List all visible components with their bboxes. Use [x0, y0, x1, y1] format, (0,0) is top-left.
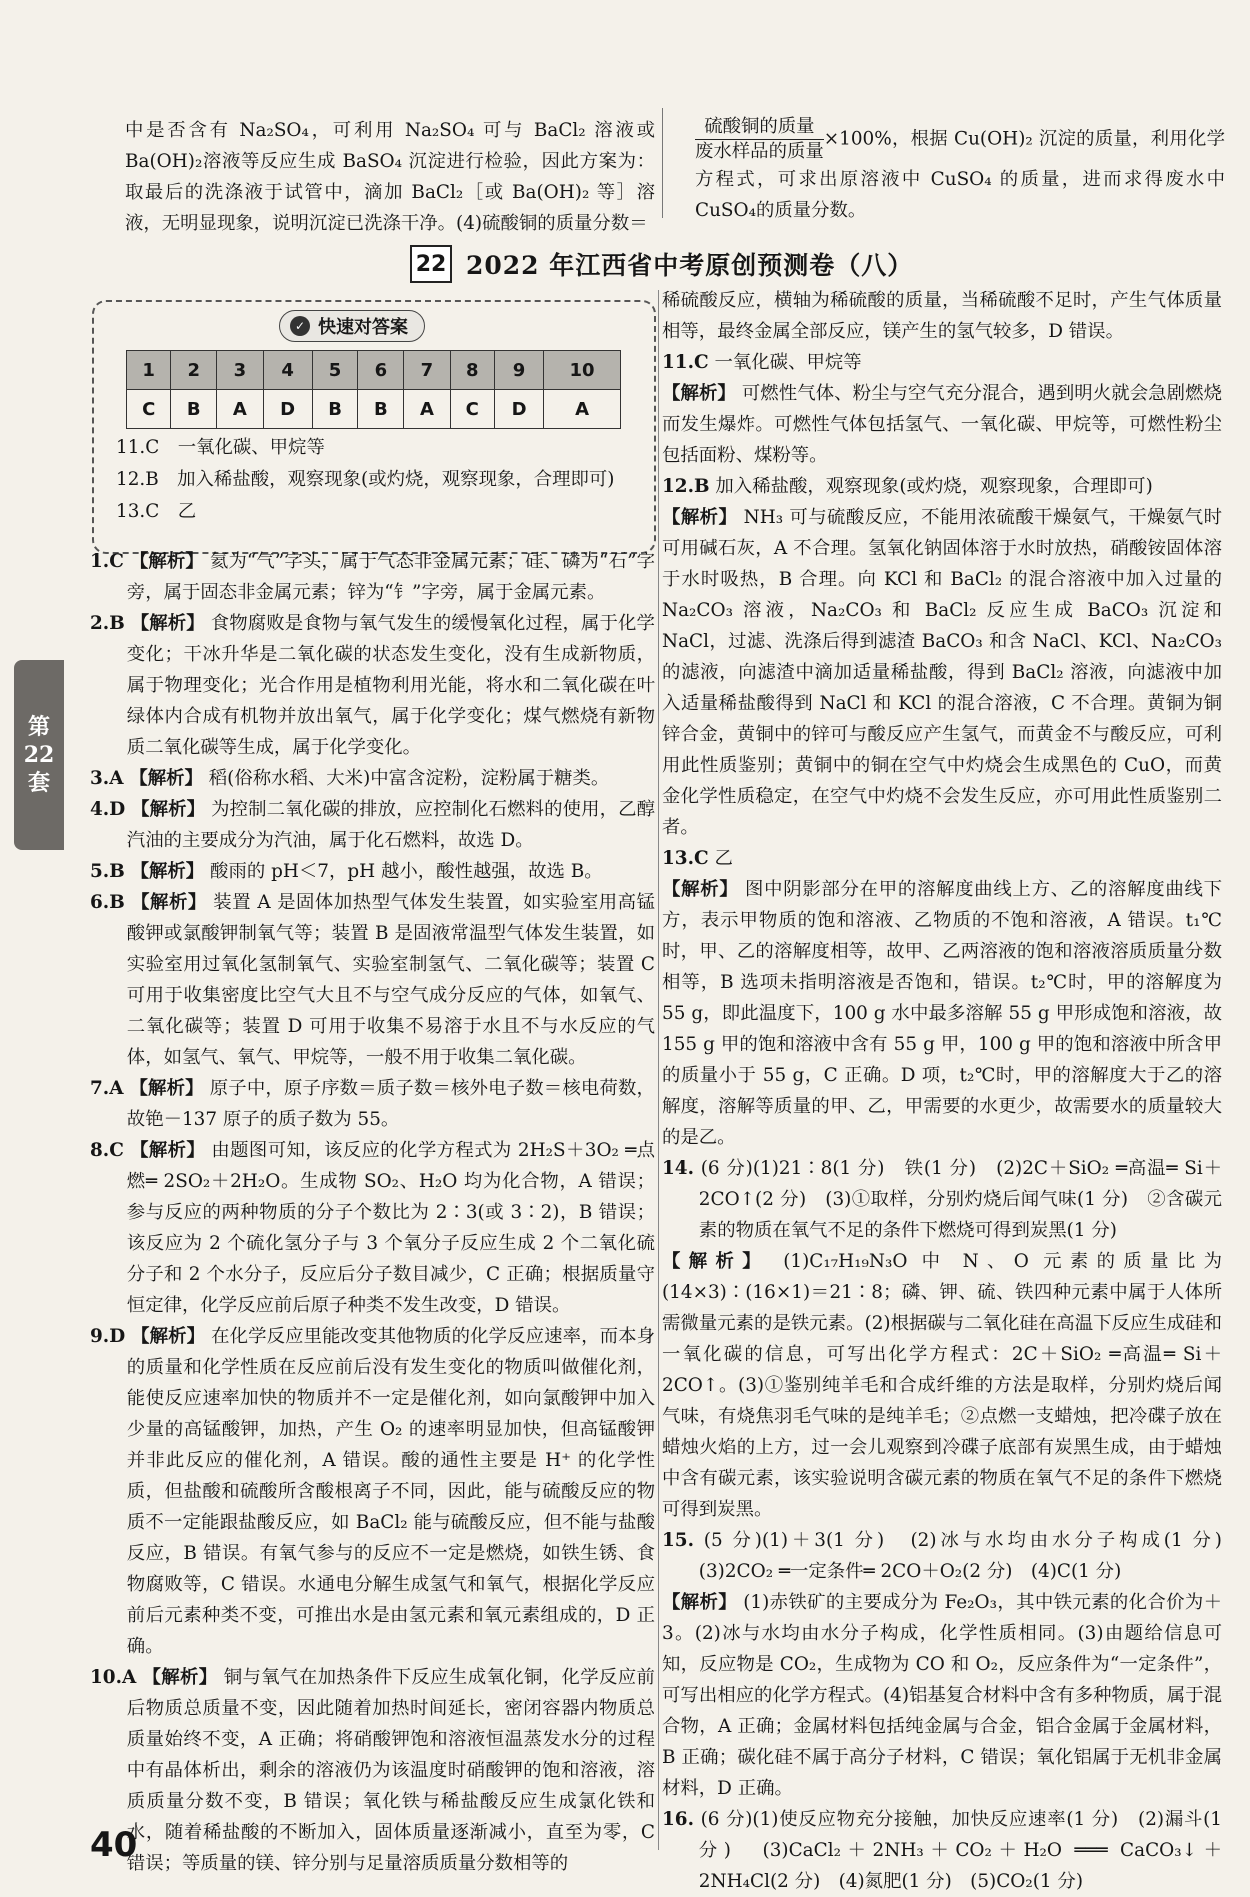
column-divider-main	[658, 290, 659, 1850]
item-number: 14.	[662, 1158, 694, 1179]
answer-table-answer-row	[127, 390, 621, 429]
fraction-numerator: 硫酸铜的质量	[695, 115, 824, 140]
section-title	[410, 243, 913, 285]
page-number: 40	[90, 1825, 138, 1865]
left-answer-column	[90, 546, 655, 1879]
check-icon: ✓	[290, 316, 310, 336]
quick-answer-extra-item: 11.C 一氧化碳、甲烷等	[116, 437, 325, 458]
answer-cell: A	[404, 390, 450, 429]
top-right-text: ×100%，根据 Cu(OH)₂ 沉淀的质量，利用化学方程式，可求出原溶液中 CuSO₄ 的质量，进而求得废水中 CuSO₄的质量分数。	[695, 128, 1225, 221]
answer-item	[662, 285, 1222, 347]
question-number-cell: 2	[171, 351, 217, 390]
question-number-cell: 5	[312, 351, 358, 390]
answer-item	[90, 608, 655, 763]
item-text: 加入稀盐酸，观察现象(或灼烧，观察现象，合理即可)	[715, 476, 1153, 497]
item-text: (5 分)(1)＋3(1 分) (2)冰与水均由水分子构成(1 分) (3)2CO₂ ═一定条件═ 2CO＋O₂(2 分) (4)C(1 分)	[698, 1530, 1241, 1582]
answer-item	[90, 763, 655, 794]
item-text: 图中阴影部分在甲的溶解度曲线上方、乙的溶解度曲线下方，表示甲物质的饱和溶液、乙物质的不饱和溶液，A 错误。t₁℃时，甲、乙的溶解度相等，故甲、乙两溶液的饱和溶液溶质质量分数相等，B 选项未指明溶液是否饱和，错误。t₂℃时，甲的溶解度为 55 g，即此温度下，100 g 水中最多溶解 55 g 甲形成饱和溶液，故 155 g 甲的饱和溶液中含有 55 g 甲，100 g 甲的饱和溶液中所含甲的质量小于 55 g，C 正确。D 项，t₂℃时，甲的溶解度大于乙的溶解度，溶解等质量的甲、乙，甲需要的水更少，故需要水的质量较大的是乙。	[662, 879, 1222, 1148]
answer-item	[90, 546, 655, 608]
answer-cell: D	[263, 390, 312, 429]
item-number: 4.D	[90, 799, 126, 820]
item-text: 在化学反应里能改变其他物质的化学反应速率，而本身的质量和化学性质在反应前后没有发生变化的物质叫做催化剂，能使反应速率加快的物质并不一定是催化剂，如向氯酸钾中加入少量的高锰酸钾，加热，产生 O₂ 的速率明显加快，但高锰酸钾并非此反应的催化剂，A 错误。酸的通性主要是 H⁺ 的化学性质，但盐酸和硫酸所含酸根离子不同，因此，能与硫酸反应的物质不一定能跟盐酸反应，如 BaCl₂ 能与硫酸反应，但不能与盐酸反应，B 错误。有氧气参与的反应不一定是燃烧，如铁生锈、食物腐败等，C 错误。水通电分解生成氢气和氧气，根据化学反应前后元素种类不变，可推出水是由氢元素和氧元素组成的，D 正确。	[126, 1326, 655, 1657]
answer-item	[662, 471, 1222, 502]
top-left-paragraph	[125, 115, 655, 239]
item-number: 6.B	[90, 892, 125, 913]
quick-answer-label: ✓ 快速对答案	[279, 310, 425, 342]
analysis-tag: 【解析】	[129, 1078, 204, 1099]
analysis-tag: 【解析】	[662, 383, 736, 404]
analysis-tag: 【解析】	[129, 768, 203, 789]
answer-cell: A	[217, 390, 263, 429]
answer-item	[662, 843, 1222, 874]
answer-item	[662, 1804, 1222, 1897]
answer-item	[90, 856, 655, 887]
answer-item	[662, 874, 1222, 1153]
analysis-tag: 【解析】	[130, 613, 205, 634]
item-text: 铜与氧气在加热条件下反应生成氧化铜，化学反应前后物质总质量不变，因此随着加热时间延长，密闭容器内物质总质量始终不变，A 正确；将硝酸钾饱和溶液恒温蒸发水分的过程中有晶体析出，剩余的溶液仍为该温度时硝酸钾的饱和溶液，溶质质量分数不变，B 错误；氧化铁与稀盐酸反应生成氯化铁和水，随着稀盐酸的不断加入，固体质量逐渐减小，直至为零，C 错误；等质量的镁、锌分别与足量溶质质量分数相等的	[126, 1667, 655, 1874]
item-text: 由题图可知，该反应的化学方程式为 2H₂S＋3O₂ ═点燃═ 2SO₂＋2H₂O。生成物 SO₂、H₂O 均为化合物，A 错误；参与反应的两种物质的分子个数比为 2∶3(或 3∶2)，B 错误；该反应为 2 个硫化氢分子与 3 个氧分子反应生成 2 个二氧化硫分子和 2 个水分子，反应后分子数目减少，C 正确；根据质量守恒定律，化学反应前后原子种类不发生改变，D 错误。	[126, 1140, 655, 1316]
answer-item	[90, 887, 655, 1073]
answer-cell: B	[171, 390, 217, 429]
analysis-tag: 【解析】	[130, 861, 205, 882]
item-text: 为控制二氧化碳的排放，应控制化石燃料的使用，乙醇汽油的主要成分为汽油，属于化石燃料，故选 D。	[126, 799, 655, 851]
item-number: 5.B	[90, 861, 125, 882]
question-number-cell: 3	[217, 351, 263, 390]
quick-answer-extra-item: 12.B 加入稀盐酸，观察现象(或灼烧，观察现象，合理即可)	[116, 469, 615, 490]
answer-table	[126, 350, 621, 429]
question-number-cell: 1	[127, 351, 171, 390]
item-number: 16.	[662, 1809, 694, 1830]
top-right-paragraph	[695, 115, 1225, 226]
quick-answer-box	[92, 300, 656, 554]
item-number: 3.A	[90, 768, 124, 789]
answer-cell: D	[494, 390, 543, 429]
answer-item	[90, 794, 655, 856]
quick-answer-extra-item: 13.C 乙	[116, 501, 197, 522]
paper-title: 2022 年江西省中考原创预测卷（八）	[466, 251, 914, 280]
answer-item	[662, 1246, 1222, 1525]
analysis-tag: 【解析】	[130, 1140, 206, 1161]
item-number: 1.C	[90, 551, 124, 572]
item-number: 8.C	[90, 1140, 124, 1161]
paper-number-badge: 22	[410, 245, 452, 283]
item-text: 氦为“气”字头，属于气态非金属元素；硅、磷为“石”字旁，属于固态非金属元素；锌为“钅”字旁，属于金属元素。	[126, 551, 655, 603]
right-answer-column	[662, 285, 1241, 1897]
question-number-cell: 6	[358, 351, 404, 390]
analysis-tag: 【解析】	[131, 799, 206, 820]
answer-cell: C	[127, 390, 171, 429]
answer-item	[90, 1321, 655, 1662]
analysis-tag: 【解析】	[129, 551, 204, 572]
column-divider-top	[662, 108, 663, 218]
item-number: 13.C	[662, 848, 709, 869]
analysis-tag: 【解析】	[131, 892, 207, 913]
answer-item	[662, 1587, 1222, 1804]
item-text: 一氧化碳、甲烷等	[714, 352, 862, 373]
question-number-cell: 10	[544, 351, 621, 390]
answer-item	[662, 378, 1222, 471]
analysis-tag: 【解析】	[662, 1592, 737, 1613]
answer-item	[662, 1153, 1222, 1246]
answer-item	[90, 1662, 655, 1879]
item-text: 稀硫酸反应，横轴为稀硫酸的质量，当稀硫酸不足时，产生气体质量相等，最终金属全部反应，镁产生的氢气较多，D 错误。	[662, 290, 1222, 342]
analysis-tag: 【解析】	[131, 1326, 206, 1347]
item-number: 7.A	[90, 1078, 124, 1099]
analysis-tag: 【解析】	[662, 507, 738, 528]
question-number-cell: 8	[450, 351, 494, 390]
answer-cell: A	[544, 390, 621, 429]
quick-answer-extra-list	[116, 432, 615, 528]
item-number: 9.D	[90, 1326, 126, 1347]
item-text: 可燃性气体、粉尘与空气充分混合，遇到明火就会急剧燃烧而发生爆炸。可燃性气体包括氢气、一氧化碳、甲烷等，可燃性粉尘包括面粉、煤粉等。	[662, 383, 1222, 466]
answer-item	[90, 1135, 655, 1321]
item-text: 装置 A 是固体加热型气体发生装置，如实验室用高锰酸钾或氯酸钾制氧气等；装置 B 是固液常温型气体发生装置，如实验室用过氧化氢制氧气、实验室制氢气、二氧化碳等；装置 C 可用于收集密度比空气大且不与空气成分反应的气体，如氧气、二氧化碳等；装置 D 可用于收集不易溶于水且不与水反应的气体，如氢气、氧气、甲烷等，一般不用于收集二氧化碳。	[126, 892, 655, 1068]
item-text: (1)C₁₇H₁₉N₃O 中 N、O 元素的质量比为(14×3)∶(16×1)＝21∶8；磷、钾、硫、铁四种元素中属于人体所需微量元素的是铁元素。(2)根据碳与二氧化硅在高温下反应生成硅和一氧化碳的信息，可写出化学方程式：2C＋SiO₂ ═高温═ Si＋2CO↑。(3)①鉴别纯羊毛和合成纤维的方法是取样，分别灼烧后闻气味，有烧焦羽毛气味的是纯羊毛；②点燃一支蜡烛，把冷碟子放在蜡烛火焰的上方，过一会儿观察到冷碟子底部有炭黑生成，由于蜡烛中含有碳元素，该实验说明含碳元素的物质在氧气不足的条件下燃烧可得到炭黑。	[662, 1251, 1222, 1520]
item-text: (1)赤铁矿的主要成分为 Fe₂O₃，其中铁元素的化合价为＋3。(2)冰与水均由水分子构成，化学性质相同。(3)由题给信息可知，反应物是 CO₂，生成物为 CO 和 O₂，反应条件为“一定条件”，可写出相应的化学方程式。(4)铝基复合材料中含有多种物质，属于混合物，A 正确；金属材料包括纯金属与合金，铝合金属于金属材料，B 正确；碳化硅不属于高分子材料，C 错误；氧化铝属于无机非金属材料，D 正确。	[662, 1592, 1222, 1799]
item-text: 乙	[714, 848, 733, 869]
question-number-cell: 9	[494, 351, 543, 390]
answer-item	[662, 502, 1222, 843]
answer-item	[662, 347, 1222, 378]
analysis-tag: 【解析】	[662, 879, 739, 900]
answer-table-header-row	[127, 351, 621, 390]
item-text: 食物腐败是食物与氧气发生的缓慢氧化过程，属于化学变化；干冰升华是二氧化碳的状态发生变化，没有生成新物质，属于物理变化；光合作用是植物利用光能，将水和二氧化碳在叶绿体内合成有机物并放出氧气，属于化学变化；煤气燃烧有新物质二氧化碳等生成，属于化学变化。	[126, 613, 655, 758]
item-number: 11.C	[662, 352, 709, 373]
item-number: 10.A	[90, 1667, 137, 1688]
answer-cell: B	[312, 390, 358, 429]
item-text: NH₃ 可与硫酸反应，不能用浓硫酸干燥氨气，干燥氨气时可用碱石灰，A 不合理。氢氧化钠固体溶于水时放热，硝酸铵固体溶于水时吸热，B 合理。向 KCl 和 BaCl₂ 的混合溶液中加入过量的 Na₂CO₃ 溶液，Na₂CO₃ 和 BaCl₂ 反应生成 BaCO₃ 沉淀和 NaCl，过滤、洗涤后得到滤渣 BaCO₃ 和含 NaCl、KCl、Na₂CO₃ 的滤液，向滤渣中滴加适量稀盐酸，得到 BaCl₂ 溶液，向滤液中加入适量稀盐酸得到 NaCl 和 KCl 的混合溶液，C 不合理。黄铜为铜锌合金，黄铜中的锌可与酸反应产生氢气，而黄金不与酸反应，可利用此性质鉴别；黄铜中的铜在空气中灼烧会生成黑色的 CuO，而黄金化学性质稳定，在空气中灼烧不会发生反应，亦可用此性质鉴别二者。	[662, 507, 1222, 838]
question-number-cell: 7	[404, 351, 450, 390]
item-text: 酸雨的 pH＜7，pH 越小，酸性越强，故选 B。	[210, 861, 603, 882]
item-number: 2.B	[90, 613, 125, 634]
answer-cell: B	[358, 390, 404, 429]
answer-item	[662, 1525, 1241, 1587]
item-number: 12.B	[662, 476, 710, 497]
analysis-tag: 【解析】	[662, 1251, 770, 1272]
answer-cell: C	[450, 390, 494, 429]
item-text: (6 分)(1)21∶8(1 分) 铁(1 分) (2)2C＋SiO₂ ═高温═ Si＋2CO↑(2 分) (3)①取样，分别灼烧后闻气味(1 分) ②含碳元素的物质在氧气不足的条件下燃烧可得到炭黑(1 分)	[698, 1158, 1222, 1241]
item-text: (6 分)(1)使反应物充分接触，加快反应速率(1 分) (2)漏斗(1 分) (3)CaCl₂＋2NH₃＋CO₂＋H₂O ═══ CaCO₃↓＋2NH₄Cl(2 分) (4)氮肥(1 分) (5)CO₂(1 分)	[698, 1809, 1222, 1892]
analysis-tag: 【解析】	[142, 1667, 218, 1688]
answer-item	[90, 1073, 655, 1135]
mass-fraction	[695, 115, 824, 164]
item-number: 15.	[662, 1530, 694, 1551]
item-text: 稻(俗称水稻、大米)中富含淀粉，淀粉属于糖类。	[208, 768, 610, 789]
set-number-side-tab: 第 22 套	[14, 660, 64, 850]
item-text: 原子中，原子序数＝质子数＝核外电子数＝核电荷数，故铯－137 原子的质子数为 55。	[126, 1078, 655, 1130]
fraction-denominator: 废水样品的质量	[695, 141, 824, 162]
top-left-text: 中是否含有 Na₂SO₄，可利用 Na₂SO₄ 可与 BaCl₂ 溶液或 Ba(OH)₂溶液等反应生成 BaSO₄ 沉淀进行检验，因此方案为：取最后的洗涤液于试管中，滴加 BaCl₂［或 Ba(OH)₂ 等］溶液，无明显现象，说明沉淀已洗涤干净。(4)硫酸铜的质量分数＝	[125, 120, 655, 234]
question-number-cell: 4	[263, 351, 312, 390]
